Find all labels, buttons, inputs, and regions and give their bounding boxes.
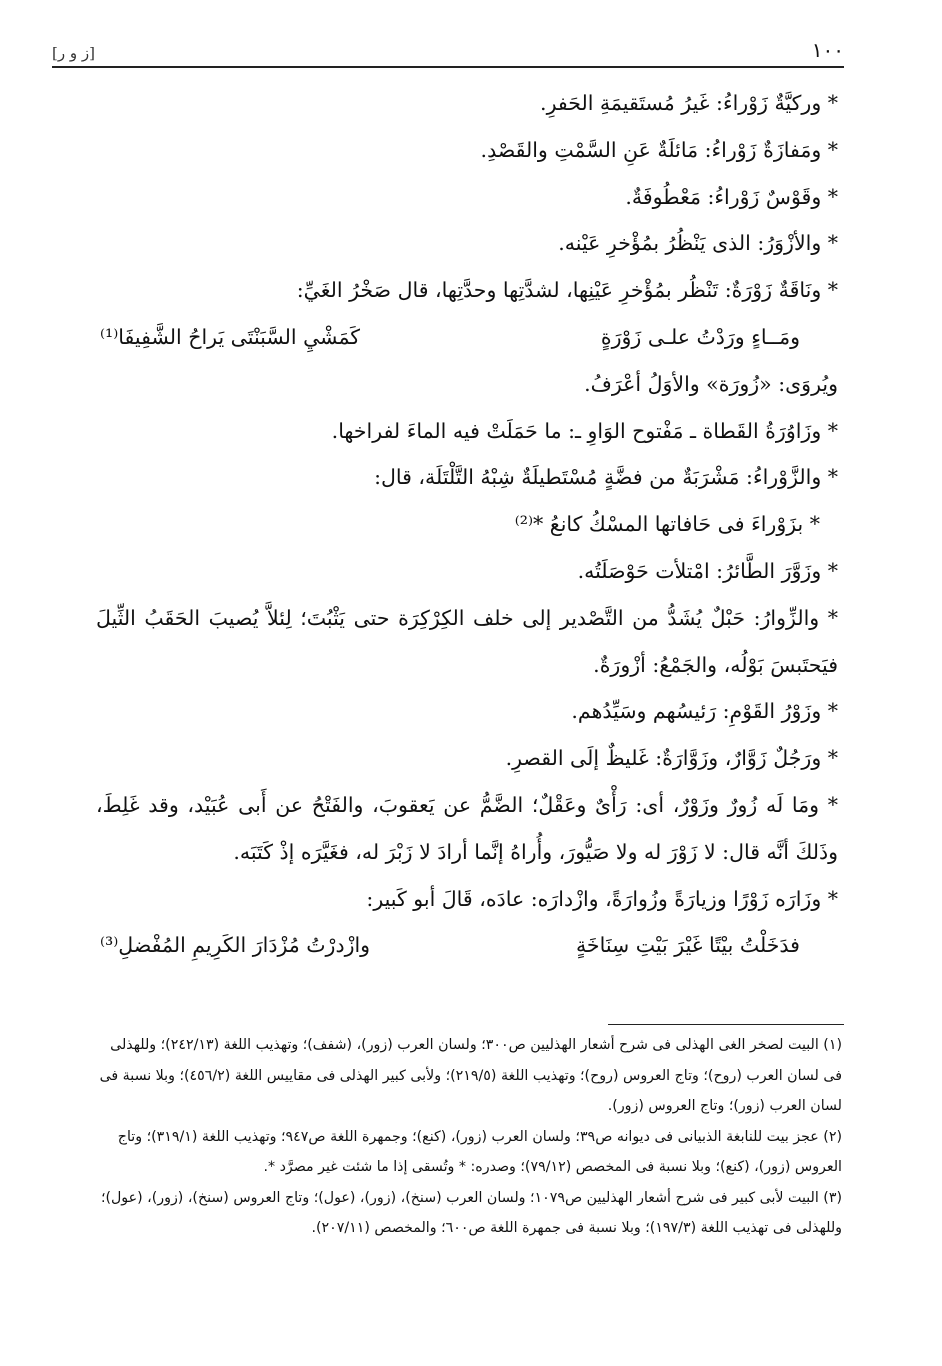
- verse-second-hemistich: وازْدرْتُ مُزْدَارَ الكَرِيمِ المُفْضلِ⁽³⁾: [100, 933, 371, 958]
- quoted-hemistich: * بزَوْراءَ فى حَافاتها المسْكُ كانعُ *⁽²⁾: [514, 512, 820, 537]
- entry-line: * ومَفازَةٌ زَوْراءُ: مَائلَةٌ عَنِ السَّمْتِ والقَصْدِ.: [480, 137, 838, 162]
- main-text: [96, 80, 838, 969]
- entry-line: * وزَوَّرَ الطَّائرُ: امْتلأت حَوْصَلَتُه.: [577, 558, 838, 583]
- entry-line: * والزَّوْراءُ: مَشْرَبَةٌ من فضَّةٍ مُسْتَطيلَةٌ شِبْهُ التَّلْتَلَة، قال:: [374, 465, 838, 490]
- footnote-divider: [608, 1024, 844, 1025]
- entry-line: * ونَاقَةٌ زَوْرَةٌ: تَنْظُر بمُؤْخرِ عَيْنِها، لشدَّتِها وحدَّتِها، قال صَخْرُ الغَيِّ:: [296, 278, 838, 303]
- entry-line: * وزَاوُرَةُ القَطاة ـ مَفْتوح الوَاوِ ـ: ما حَمَلَتْ فيه الماءَ لفراخها.: [331, 418, 838, 443]
- entry-paragraph: * ومَا لَه زُورٌ وزَوْرٌ، أى: رَأْىٌ وعَقْلٌ؛ الضَّمُّ عن يَعقوبَ، والفَتْحُ عن أَبى عُبَيْد، وقد غَلِطَ، وذَلكَ أنَّه قال: لا زَوْرَ له ولا صَيُّورَ، وأُراهُ إنَّما أرادَ لا زَبْرَ له، فغَيَّرَه إذْ كَتَبَه.: [96, 792, 838, 864]
- running-head: [ز و ر]: [52, 44, 95, 62]
- entry-line: * وركيَّةٌ زَوْراءُ: غَيرُ مُستَقيمَةِ الحَفرِ.: [540, 91, 838, 115]
- footnotes: [96, 1030, 842, 1244]
- verse-first-hemistich: ومَــاءٍ ورَدْتُ علـى زَوْرَةٍ: [600, 324, 800, 349]
- footnote: (٣) البيت لأبى كبير فى شرح أشعار الهذليين ص١٠٧٩؛ ولسان العرب (سنخ)، (زور)، (عول)؛ وتاج العروس (سنخ)، (زور)، (عول)؛ وللهذلى فى تهذيب اللغة (١٩٧/٣)؛ وبلا نسبة فى جمهرة اللغة ص٦٠٠؛ والمخصص (٢٠٧/١١).: [100, 1189, 842, 1236]
- verse-line: [96, 922, 838, 969]
- verse-line: [96, 314, 838, 361]
- entry-line: * ورَجُلٌ زَوَّارٌ، وزَوَّارَةٌ: غَليظٌ إلَى القصرِ.: [505, 746, 838, 771]
- entry-line: * وزَارَه زَوْرًا وزيارَةً وزُوارَةً، وازْدارَه: عادَه، قَالَ أبو كَبير:: [366, 886, 838, 911]
- verse-second-hemistich: كَمَشْيِ السَّبَنْتَى يَراحُ الشَّفِيفَا⁽¹⁾: [100, 324, 361, 349]
- entry-paragraph: * والزِّوارُ: حَبْلٌ يُشَدُّ من التَّصْدير إلى خلف الكِرْكِرَة حتى يَثْبُتَ؛ لِئلاَّ يُصيبَ الحَقَبُ الثِّيلَ فيَحتَبسَ بَوْلُه، والجَمْعُ: أزْورَةٌ.: [96, 605, 838, 677]
- entry-line: * وقَوْسٌ زَوْراءُ: مَعْطُوفَةٌ.: [625, 184, 838, 209]
- page-header: [52, 28, 844, 68]
- page-number: ١٠٠: [811, 38, 844, 62]
- verse-first-hemistich: فدَخَلْتُ بيْتًا غَيْرَ بَيْتِ سِنَاخَةٍ: [575, 933, 800, 958]
- entry-line: * والأزْوَرُ: الذى يَنْظُرُ بمُؤْخرِ عَيْنه.: [558, 231, 838, 256]
- footnote: (٢) عجز بيت للنابغة الذبيانى فى ديوانه ص٣٩؛ ولسان العرب (زور)، (كنع)؛ وجمهرة اللغة ص٩٤٧؛ وتهذيب اللغة (٣١٩/١)؛ وتاج العروس (زور)، (كنع)؛ وبلا نسبة فى المخصص (٧٩/١٢)؛ وصدره: * وتُسقى إذا ما شئت غير مصرَّد *.: [117, 1128, 842, 1175]
- footnote: (١) البيت لصخر الغى الهذلى فى شرح أشعار الهذليين ص٣٠٠؛ ولسان العرب (زور)، (شفف)؛ وتهذيب اللغة (٢٤٢/١٣)؛ وللهذلى فى لسان العرب (روح)؛ وتاج العروس (روح)؛ وتهذيب اللغة (٢١٩/٥)؛ ولأبى كبير الهذلى فى مقاييس اللغة (٤٥٦/٢)؛ وبلا نسبة فى لسان العرب (زور)؛ وتاج العروس (زور).: [99, 1037, 842, 1114]
- entry-line: * وزَوْرُ القَوْمِ: رَئيسُهم وسَيِّدُهم.: [571, 699, 838, 724]
- entry-line: ويُروَى: «زُورَة» والأوَلُ أعْرَفُ.: [584, 371, 838, 396]
